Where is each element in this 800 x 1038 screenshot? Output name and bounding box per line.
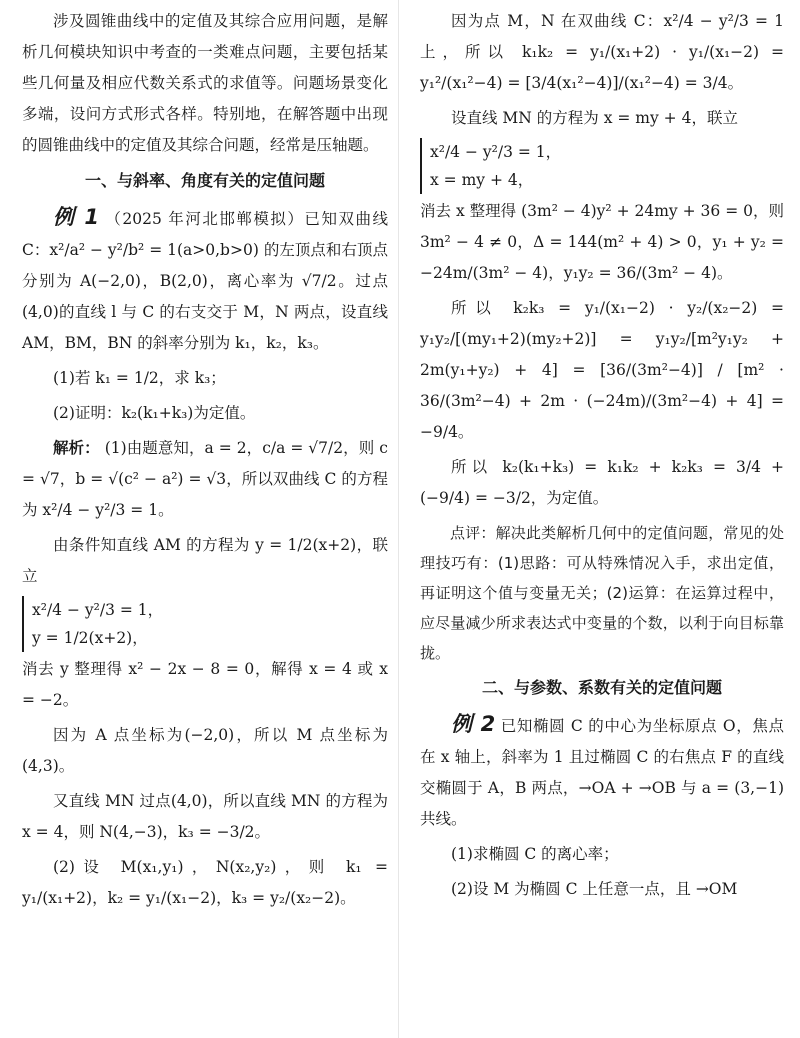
solution-part-1 [22,433,388,526]
equation-system-1-line-2: y = 1/2(x+2)， [32,629,148,647]
section-heading-2: 二、与参数、系数有关的定值问题 [481,678,722,697]
solution-label: 解析： [53,439,100,457]
example-2-text: 已知椭圆 C 的中心为坐标原点 O，焦点在 x 轴上，斜率为 1 且过椭圆 C 的右焦点 F 的直线交椭圆于 A，B 两点，→OA + →OB 与 a = (3,−1) 共线。 [420,717,784,828]
section-heading-1: 一、与斜率、角度有关的定值问题 [84,171,325,190]
solution-line-am-intro: 由条件知直线 AM 的方程为 y = 1/2(x+2)，联立 [22,536,388,585]
equation-system-1 [22,596,388,652]
solution-point-m: 因为 A 点坐标为(−2,0)，所以 M 点坐标为(4,3)。 [22,726,388,775]
example-2-question-1: (1)求椭圆 C 的离心率； [451,845,619,863]
example-1-text: （2025 年河北邯郸模拟）已知双曲线 C：x²/a² − y²/b² = 1(a>0,b>0) 的左顶点和右顶点分别为 A(−2,0)，B(2,0)，离心率为 √7/2。过点(4,0)的直线 l 与 C 的右支交于 M，N 两点，设直线 AM，BM，BN 的斜率分别为 k₁，k₂，k₃。 [22,210,388,352]
example-2 [420,709,784,835]
example-2-label: 例 2 [451,712,496,736]
solution-line-am-result: 消去 y 整理得 x² − 2x − 8 = 0，解得 x = 4 或 x = −2。 [22,660,388,709]
right-column [420,6,784,909]
solution-mn-result: 消去 x 整理得 (3m² − 4)y² + 24my + 36 = 0，则 3m² − 4 ≠ 0，Δ = 144(m² + 4) > 0，y₁ + y₂ = −24m/(3m² − 4)，y₁y₂ = 36/(3m² − 4)。 [420,202,784,282]
example-1-label: 例 1 [53,205,99,229]
solution-conclusion: 所以 k₂(k₁+k₃) = k₁k₂ + k₂k₃ = 3/4 + (−9/4) = −3/2，为定值。 [420,458,784,507]
equation-system-2-line-2: x = my + 4， [430,171,534,189]
column-divider [398,0,399,1038]
solution-part-1-text: (1)由题意知，a = 2，c/a = √7/2，则 c = √7，b = √(c² − a²) = √3，所以双曲线 C 的方程为 x²/4 − y²/3 = 1。 [22,439,388,519]
solution-k2k3: 所以 k₂k₃ = y₁/(x₁−2) · y₂/(x₂−2) = y₁y₂/[(my₁+2)(my₂+2)] = y₁y₂/[m²y₁y₂ + 2m(y₁+y₂) + 4] = [36/(3m²−4)] / [m² · 36/(3m²−4) + 2m · (−24m)/(3m²−4) + 4] = −9/4。 [420,299,784,441]
remark-paragraph: 点评：解决此类解析几何中的定值问题，常见的处理技巧有：(1)思路：可从特殊情况入手，求出定值，再证明这个值与变量无关；(2)运算：在运算过程中，应尽量减少所求表达式中变量的个数，以利于向目标靠拢。 [420,524,784,662]
solution-k1k2: 因为点 M，N 在双曲线 C：x²/4 − y²/3 = 1 上，所以 k₁k₂ = y₁/(x₁+2) · y₁/(x₁−2) = y₁²/(x₁²−4) = [3/4(x₁²−4)]/(x₁²−4) = 3/4。 [420,12,784,92]
question-1: (1)若 k₁ = 1/2，求 k₃； [53,369,226,387]
left-column [22,6,388,918]
solution-part-2-setup: (2)设 M(x₁,y₁)，N(x₂,y₂)，则 k₁ = y₁/(x₁+2)，k₂ = y₁/(x₁−2)，k₃ = y₂/(x₂−2)。 [22,858,388,907]
equation-system-2 [420,138,784,194]
example-2-question-2: (2)设 M 为椭圆 C 上任意一点，且 →OM [451,880,738,898]
solution-line-mn: 又直线 MN 过点(4,0)，所以直线 MN 的方程为 x = 4，则 N(4,−3)，k₃ = −3/2。 [22,792,388,841]
intro-paragraph: 涉及圆锥曲线中的定值及其综合应用问题，是解析几何模块知识中考查的一类难点问题，主要包括某些几何量及相应代数关系式的求值等。问题场景变化多端，设问方式形式各样。特别地，在解答题中出现的圆锥曲线中的定值及其综合问题，经常是压轴题。 [22,12,388,154]
solution-mn-intro: 设直线 MN 的方程为 x = my + 4，联立 [451,109,738,127]
example-1 [22,202,388,359]
equation-system-1-line-1: x²/4 − y²/3 = 1， [32,601,164,619]
question-2: (2)证明：k₂(k₁+k₃)为定值。 [53,404,256,422]
equation-system-2-line-1: x²/4 − y²/3 = 1， [430,143,562,161]
